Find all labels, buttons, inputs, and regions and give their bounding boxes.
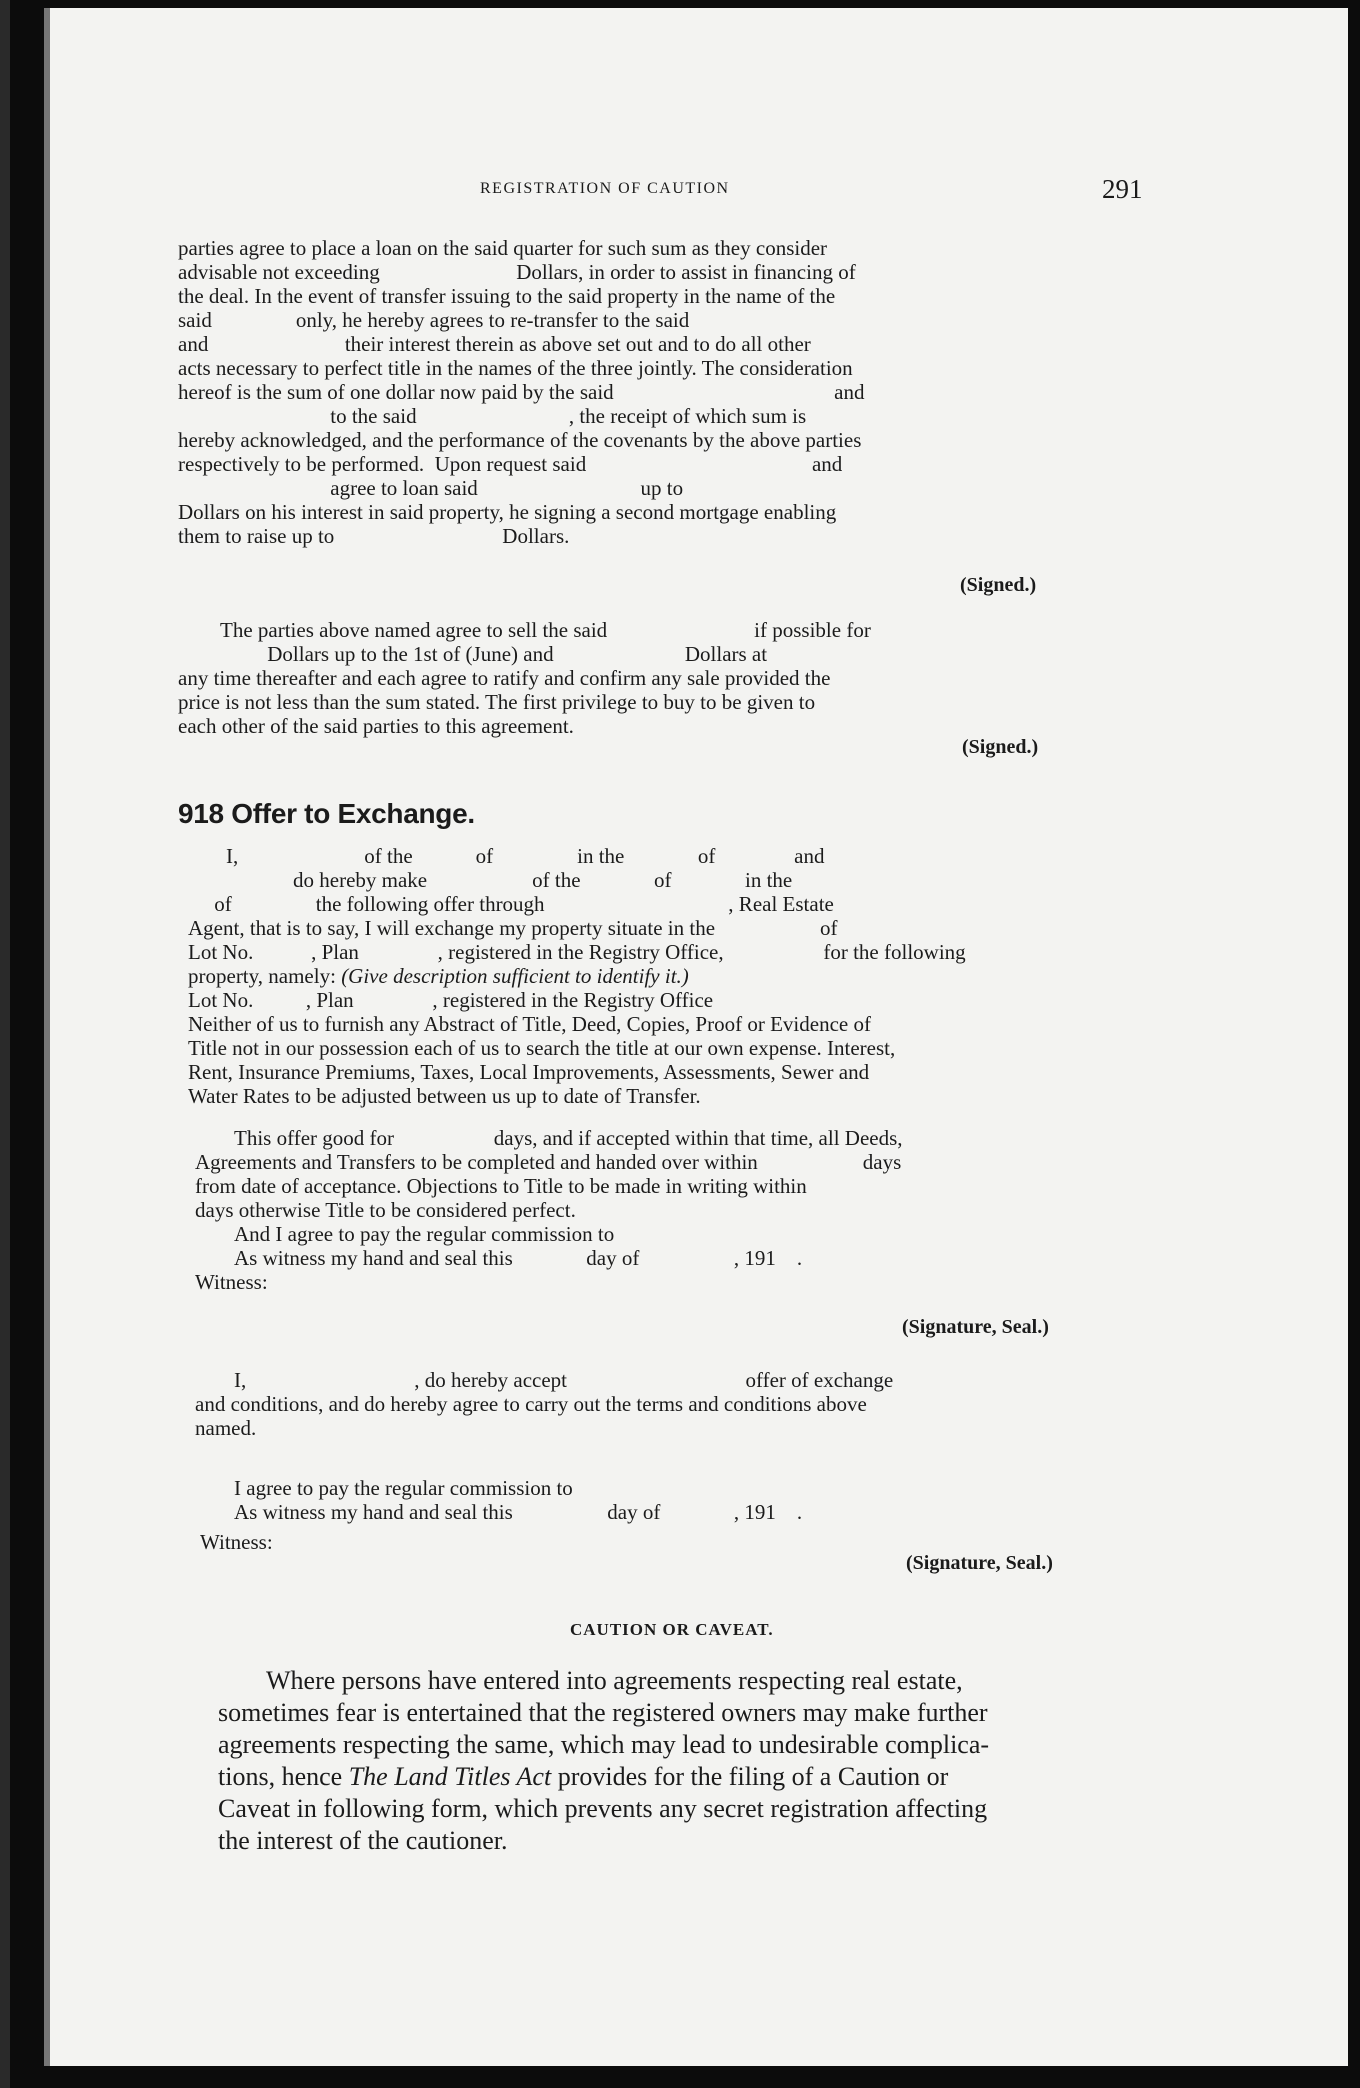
signed-label: (Signed.) <box>960 574 1037 596</box>
text-line: Witness: <box>195 1270 268 1294</box>
text-line: As witness my hand and seal this day of , 191 . <box>234 1246 803 1270</box>
page-number: 291 <box>1102 174 1143 204</box>
text-line: advisable not exceeding Dollars, in order to assist in financing of <box>178 260 856 284</box>
text-line: acts necessary to perfect title in the names of the three jointly. The consideration <box>178 356 853 380</box>
text-line: hereby acknowledged, and the performance of the covenants by the above parties <box>178 428 862 452</box>
text-line: the deal. In the event of transfer issuing to the said property in the name of the <box>178 284 836 308</box>
text-line: This offer good for days, and if accepted within that time, all Deeds, <box>234 1126 903 1150</box>
text-line: Lot No. , Plan , registered in the Registry Office, for the following <box>188 940 966 964</box>
book-spine-edge <box>0 0 10 2088</box>
text-line: property, namely: <box>188 964 336 988</box>
signature-seal-label: (Signature, Seal.) <box>902 1316 1049 1338</box>
text-line: Dollars up to the 1st of (June) and Dollars at <box>178 642 768 666</box>
text-line: Agent, that is to say, I will exchange my property situate in the of <box>188 916 838 940</box>
section-heading: 918 Offer to Exchange. <box>178 798 475 829</box>
text-line: from date of acceptance. Objections to Title to be made in writing within <box>195 1174 807 1198</box>
text-line-with-act <box>218 1764 948 1790</box>
text-line: Agreements and Transfers to be completed and handed over within days <box>195 1150 902 1174</box>
text-line: the interest of the cautioner. <box>218 1826 508 1855</box>
text-line: hereof is the sum of one dollar now paid by the said and <box>178 380 865 404</box>
text-line: I, of the of in the of and <box>226 844 825 868</box>
text-line: Caveat in following form, which prevents any secret registration affecting <box>218 1794 988 1823</box>
running-head: REGISTRATION OF CAUTION <box>480 180 730 197</box>
text-line: The parties above named agree to sell the said if possible for <box>220 618 871 642</box>
text-line: sometimes fear is entertained that the registered owners may make further <box>218 1698 988 1727</box>
text-line: price is not less than the sum stated. The first privilege to buy to be given to <box>178 690 816 714</box>
signed-label: (Signed.) <box>962 736 1039 758</box>
text-line: Neither of us to furnish any Abstract of Title, Deed, Copies, Proof or Evidence of <box>188 1012 871 1036</box>
act-title: The Land Titles Act <box>348 1762 552 1791</box>
text-line: each other of the said parties to this agreement. <box>178 714 574 738</box>
text-line: days otherwise Title to be considered perfect. <box>195 1198 576 1222</box>
italic-note: (Give description sufficient to identify it.) <box>341 964 689 988</box>
text-line: them to raise up to Dollars. <box>178 524 570 548</box>
text-line: said only, he hereby agrees to re-transfer to the said <box>178 308 690 332</box>
text-line: Title not in our possession each of us to search the title at our own expense. Interest, <box>188 1036 896 1060</box>
text-line: As witness my hand and seal this day of , 191 . <box>234 1500 803 1524</box>
text-run: tions, hence <box>218 1762 349 1791</box>
text-line: to the said , the receipt of which sum is <box>178 404 807 428</box>
text-line: and their interest therein as above set out and to do all other <box>178 332 811 356</box>
property-line <box>188 966 689 987</box>
text-line: named. <box>195 1416 257 1440</box>
text-line: do hereby make of the of in the <box>188 868 793 892</box>
text-line: I, , do hereby accept offer of exchange <box>234 1368 894 1392</box>
text-line: and conditions, and do hereby agree to carry out the terms and conditions above <box>195 1392 867 1416</box>
caution-subheading: CAUTION OR CAVEAT. <box>570 1620 774 1639</box>
text-line: any time thereafter and each agree to ratify and confirm any sale provided the <box>178 666 831 690</box>
book-page <box>44 8 1348 2066</box>
text-line: Lot No. , Plan , registered in the Registry Office <box>188 988 714 1012</box>
text-line: Witness: <box>200 1530 273 1554</box>
text-line: I agree to pay the regular commission to <box>234 1476 573 1500</box>
text-line: Dollars on his interest in said property, he signing a second mortgage enabling <box>178 500 837 524</box>
text-line: agree to loan said up to <box>178 476 684 500</box>
text-line: Water Rates to be adjusted between us up to date of Transfer. <box>188 1084 701 1108</box>
text-line: agreements respecting the same, which may lead to undesirable complica- <box>218 1730 990 1759</box>
text-line: parties agree to place a loan on the said quarter for such sum as they consider <box>178 236 828 260</box>
text-run: provides for the filing of a Caution or <box>551 1762 949 1791</box>
text-line: respectively to be performed. Upon request said and <box>178 452 843 476</box>
signature-seal-label: (Signature, Seal.) <box>906 1552 1053 1574</box>
text-line: Rent, Insurance Premiums, Taxes, Local Improvements, Assessments, Sewer and <box>188 1060 870 1084</box>
text-line: Where persons have entered into agreements respecting real estate, <box>266 1666 963 1695</box>
text-line: of the following offer through , Real Estate <box>188 892 834 916</box>
text-line: And I agree to pay the regular commission to <box>234 1222 615 1246</box>
